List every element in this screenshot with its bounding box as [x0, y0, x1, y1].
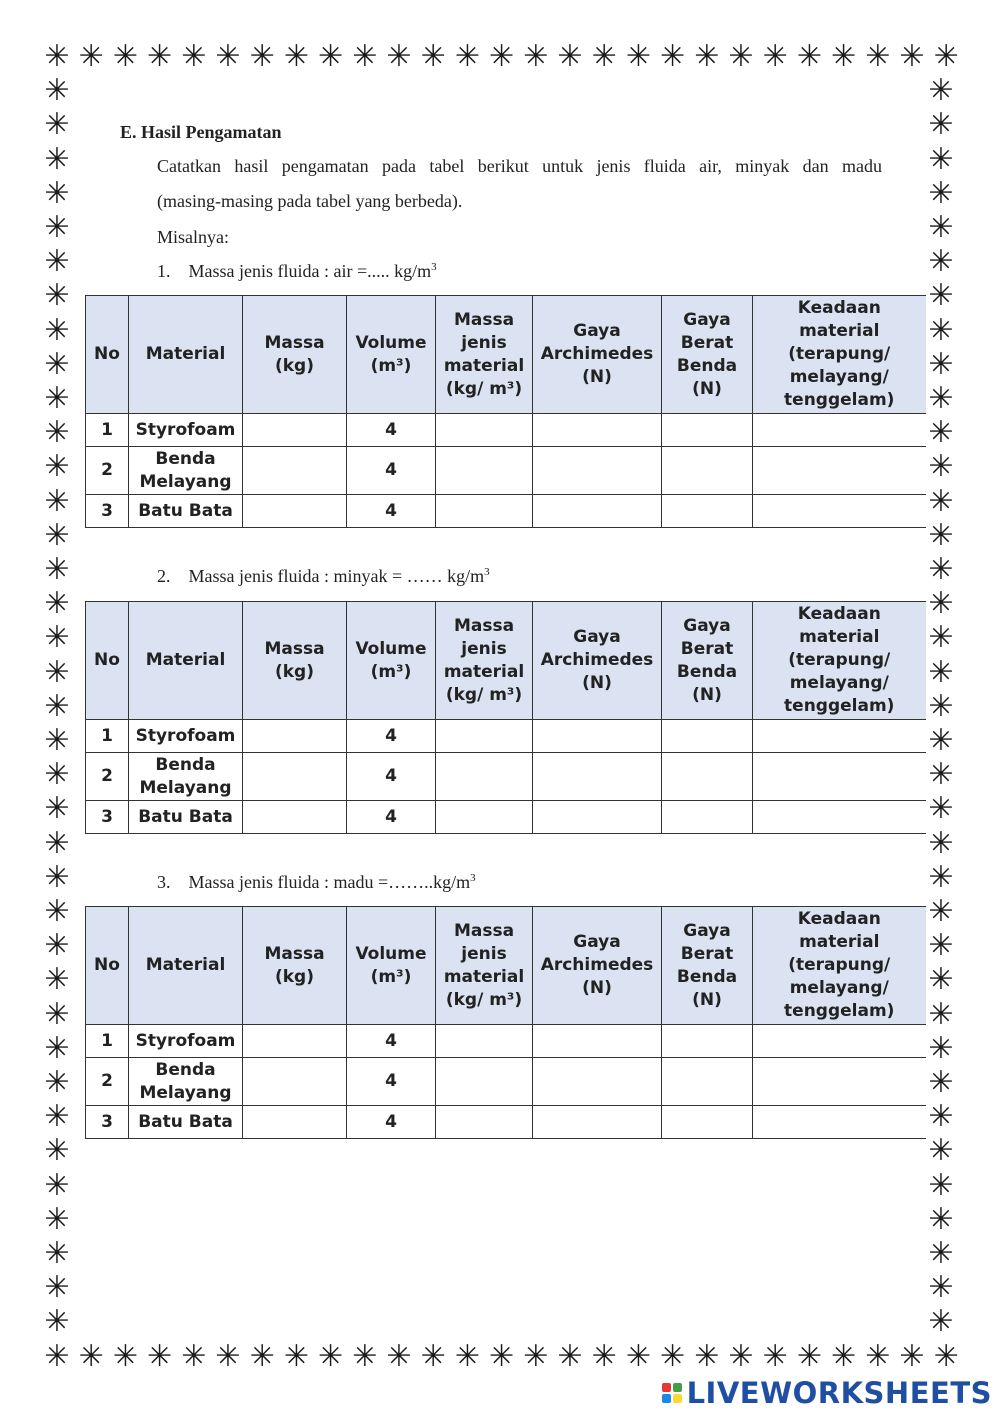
border-star-icon: ✳ — [928, 1304, 954, 1340]
cell-volume: 4 — [347, 1058, 436, 1106]
border-star-icon: ✳ — [928, 107, 954, 143]
border-star-icon: ✳ — [44, 996, 70, 1032]
border-star-icon: ✳ — [928, 175, 954, 211]
header-no: No — [86, 602, 129, 720]
border-star-icon: ✳ — [796, 39, 822, 74]
caption-text: Massa jenis fluida : minyak = …… kg/m — [188, 566, 485, 586]
header-keadaan: Keadaan material (terapung/ melayang/ tenggelam) — [753, 296, 926, 414]
border-star-icon: ✳ — [44, 928, 70, 964]
border-star-icon: ✳ — [78, 39, 104, 74]
cell-volume: 4 — [347, 447, 436, 495]
border-star-icon: ✳ — [928, 141, 954, 177]
border-star-icon: ✳ — [44, 1270, 70, 1306]
border-star-icon: ✳ — [557, 39, 583, 74]
cell-no: 2 — [86, 447, 129, 495]
border-star-icon: ✳ — [44, 278, 70, 314]
border-star-icon: ✳ — [928, 825, 954, 861]
cell-gaya-berat-input[interactable] — [662, 495, 753, 528]
cell-no: 2 — [86, 753, 129, 801]
cell-massa-jenis-input[interactable] — [436, 1025, 533, 1058]
border-star-icon: ✳ — [44, 483, 70, 519]
cell-massa-input[interactable] — [243, 1106, 347, 1139]
cell-gaya-archimedes-input[interactable] — [533, 1106, 662, 1139]
brand-text: LIVEWORKSHEETS — [686, 1376, 992, 1410]
border-star-icon: ✳ — [928, 73, 954, 109]
header-massa: Massa (kg) — [243, 602, 347, 720]
header-massa: Massa (kg) — [243, 907, 347, 1025]
cell-keadaan-input[interactable] — [753, 801, 926, 834]
border-star-icon: ✳ — [865, 1339, 891, 1374]
border-star-icon: ✳ — [44, 859, 70, 895]
cell-material: Benda Melayang — [129, 447, 243, 495]
cell-massa-jenis-input[interactable] — [436, 720, 533, 753]
border-star-icon: ✳ — [44, 586, 70, 622]
cell-gaya-berat-input[interactable] — [662, 801, 753, 834]
cell-volume: 4 — [347, 414, 436, 447]
border-star-icon: ✳ — [181, 1339, 207, 1374]
cell-material: Styrofoam — [129, 414, 243, 447]
border-star-icon: ✳ — [694, 39, 720, 74]
border-star-icon: ✳ — [928, 278, 954, 314]
table-row — [86, 414, 926, 447]
cell-gaya-archimedes-input[interactable] — [533, 1025, 662, 1058]
border-star-icon: ✳ — [44, 962, 70, 998]
cell-massa-input[interactable] — [243, 447, 347, 495]
border-star-icon: ✳ — [78, 1339, 104, 1374]
border-star-icon: ✳ — [44, 107, 70, 143]
border-star-icon: ✳ — [694, 1339, 720, 1374]
liveworksheets-brand[interactable] — [661, 1377, 992, 1409]
caption-text: Massa jenis fluida : madu =……..kg/m — [188, 872, 471, 892]
border-star-icon: ✳ — [283, 39, 309, 74]
border-star-icon: ✳ — [147, 39, 173, 74]
border-star-icon: ✳ — [933, 1339, 959, 1374]
border-star-icon: ✳ — [112, 1339, 138, 1374]
border-star-icon: ✳ — [762, 1339, 788, 1374]
border-star-icon: ✳ — [928, 415, 954, 451]
border-star-icon: ✳ — [928, 1167, 954, 1203]
table-row — [86, 801, 926, 834]
border-star-icon: ✳ — [831, 1339, 857, 1374]
border-star-icon: ✳ — [352, 1339, 378, 1374]
caption-superscript: 3 — [484, 566, 490, 578]
logo-square — [662, 1383, 671, 1392]
cell-no: 1 — [86, 1025, 129, 1058]
border-star-icon: ✳ — [44, 449, 70, 485]
border-star-icon: ✳ — [420, 1339, 446, 1374]
cell-gaya-berat-input[interactable] — [662, 414, 753, 447]
border-star-icon: ✳ — [44, 210, 70, 245]
border-star-icon: ✳ — [44, 346, 70, 382]
border-star-icon: ✳ — [44, 620, 70, 656]
cell-gaya-archimedes-input[interactable] — [533, 1058, 662, 1106]
table-row — [86, 495, 926, 528]
border-star-icon: ✳ — [928, 1201, 954, 1237]
border-star-icon: ✳ — [928, 483, 954, 519]
cell-material: Benda Melayang — [129, 753, 243, 801]
cell-gaya-archimedes-input[interactable] — [533, 414, 662, 447]
section-heading: E. Hasil Pengamatan — [120, 122, 282, 142]
caption-number: 2. — [157, 566, 171, 586]
border-star-icon: ✳ — [283, 1339, 309, 1374]
cell-massa-input[interactable] — [243, 1025, 347, 1058]
cell-massa-jenis-input[interactable] — [436, 495, 533, 528]
border-star-icon: ✳ — [625, 1339, 651, 1374]
example-label: Misalnya: — [157, 227, 229, 247]
cell-keadaan-input[interactable] — [753, 1106, 926, 1139]
border-star-icon: ✳ — [928, 723, 954, 758]
border-star-icon: ✳ — [44, 415, 70, 451]
border-star-icon: ✳ — [591, 39, 617, 74]
border-star-icon: ✳ — [557, 1339, 583, 1374]
border-star-icon: ✳ — [44, 654, 70, 690]
header-keadaan: Keadaan material (terapung/ melayang/ tenggelam) — [753, 907, 926, 1025]
border-star-icon: ✳ — [865, 39, 891, 74]
observation-table-air — [85, 295, 926, 528]
liveworksheets-logo-icon — [661, 1382, 683, 1404]
border-star-icon: ✳ — [728, 39, 754, 74]
border-star-icon: ✳ — [928, 552, 954, 587]
header-gaya-berat: Gaya Berat Benda (N) — [662, 602, 753, 720]
header-gaya-archimedes: Gaya Archimedes (N) — [533, 602, 662, 720]
border-star-icon: ✳ — [44, 312, 70, 348]
border-star-icon: ✳ — [928, 346, 954, 382]
border-star-icon: ✳ — [831, 39, 857, 74]
header-gaya-archimedes: Gaya Archimedes (N) — [533, 907, 662, 1025]
border-star-icon: ✳ — [420, 39, 446, 74]
cell-volume: 4 — [347, 1025, 436, 1058]
caption-superscript: 3 — [470, 872, 476, 884]
border-star-icon: ✳ — [928, 962, 954, 998]
border-star-icon: ✳ — [454, 39, 480, 74]
cell-no: 3 — [86, 801, 129, 834]
cell-keadaan-input[interactable] — [753, 753, 926, 801]
border-star-icon: ✳ — [928, 1236, 954, 1271]
cell-keadaan-input[interactable] — [753, 414, 926, 447]
border-star-icon: ✳ — [44, 552, 70, 587]
border-star-icon: ✳ — [44, 1339, 70, 1374]
border-star-icon: ✳ — [215, 1339, 241, 1374]
header-massa: Massa (kg) — [243, 296, 347, 414]
border-star-icon: ✳ — [625, 39, 651, 74]
border-star-icon: ✳ — [44, 1133, 70, 1169]
border-star-icon: ✳ — [489, 39, 515, 74]
logo-square — [662, 1394, 671, 1403]
border-star-icon: ✳ — [928, 381, 954, 416]
cell-gaya-berat-input[interactable] — [662, 1025, 753, 1058]
header-volume: Volume (m³) — [347, 907, 436, 1025]
cell-gaya-archimedes-input[interactable] — [533, 447, 662, 495]
table-row — [86, 720, 926, 753]
border-star-icon: ✳ — [899, 39, 925, 74]
border-star-icon: ✳ — [44, 688, 70, 724]
border-star-icon: ✳ — [44, 1236, 70, 1271]
header-material: Material — [129, 296, 243, 414]
border-star-icon: ✳ — [44, 825, 70, 861]
cell-gaya-archimedes-input[interactable] — [533, 495, 662, 528]
border-star-icon: ✳ — [181, 39, 207, 74]
table-row — [86, 1106, 926, 1139]
border-star-icon: ✳ — [928, 210, 954, 245]
cell-volume: 4 — [347, 753, 436, 801]
cell-massa-jenis-input[interactable] — [436, 1058, 533, 1106]
border-star-icon: ✳ — [44, 1030, 70, 1066]
header-massa-jenis: Massa jenis material (kg/ m³) — [436, 296, 533, 414]
cell-massa-input[interactable] — [243, 1058, 347, 1106]
header-no: No — [86, 296, 129, 414]
table-caption — [157, 872, 476, 893]
cell-keadaan-input[interactable] — [753, 1025, 926, 1058]
cell-material: Batu Bata — [129, 1106, 243, 1139]
border-star-icon: ✳ — [728, 1339, 754, 1374]
cell-massa-jenis-input[interactable] — [436, 414, 533, 447]
header-massa-jenis: Massa jenis material (kg/ m³) — [436, 602, 533, 720]
border-star-icon: ✳ — [928, 654, 954, 690]
cell-keadaan-input[interactable] — [753, 1058, 926, 1106]
border-star-icon: ✳ — [928, 312, 954, 348]
cell-material: Batu Bata — [129, 495, 243, 528]
border-star-icon: ✳ — [44, 39, 70, 74]
cell-volume: 4 — [347, 801, 436, 834]
border-star-icon: ✳ — [44, 244, 70, 280]
cell-keadaan-input[interactable] — [753, 495, 926, 528]
border-star-icon: ✳ — [928, 1133, 954, 1169]
cell-gaya-archimedes-input[interactable] — [533, 801, 662, 834]
border-star-icon: ✳ — [928, 586, 954, 622]
header-keadaan: Keadaan material (terapung/ melayang/ tenggelam) — [753, 602, 926, 720]
border-star-icon: ✳ — [352, 39, 378, 74]
observation-table-madu — [85, 906, 926, 1139]
caption-text: Massa jenis fluida : air =..... kg/m — [188, 261, 432, 281]
cell-gaya-berat-input[interactable] — [662, 1058, 753, 1106]
border-star-icon: ✳ — [928, 1270, 954, 1306]
intro-line-2: (masing-masing pada tabel yang berbeda). — [157, 191, 463, 211]
header-massa-jenis: Massa jenis material (kg/ m³) — [436, 907, 533, 1025]
border-star-icon: ✳ — [523, 39, 549, 74]
border-star-icon: ✳ — [928, 791, 954, 827]
border-star-icon: ✳ — [928, 894, 954, 929]
border-star-icon: ✳ — [249, 1339, 275, 1374]
cell-material: Batu Bata — [129, 801, 243, 834]
cell-no: 2 — [86, 1058, 129, 1106]
cell-gaya-berat-input[interactable] — [662, 447, 753, 495]
border-star-icon: ✳ — [933, 39, 959, 74]
cell-keadaan-input[interactable] — [753, 720, 926, 753]
border-star-icon: ✳ — [44, 73, 70, 109]
header-gaya-berat: Gaya Berat Benda (N) — [662, 296, 753, 414]
header-volume: Volume (m³) — [347, 602, 436, 720]
border-star-icon: ✳ — [44, 791, 70, 827]
cell-volume: 4 — [347, 720, 436, 753]
cell-no: 3 — [86, 1106, 129, 1139]
cell-no: 1 — [86, 720, 129, 753]
border-star-icon: ✳ — [928, 996, 954, 1032]
header-volume: Volume (m³) — [347, 296, 436, 414]
cell-volume: 4 — [347, 1106, 436, 1139]
cell-massa-jenis-input[interactable] — [436, 801, 533, 834]
border-star-icon: ✳ — [454, 1339, 480, 1374]
border-star-icon: ✳ — [44, 1065, 70, 1100]
border-star-icon: ✳ — [928, 449, 954, 485]
border-star-icon: ✳ — [44, 1304, 70, 1340]
border-star-icon: ✳ — [44, 141, 70, 177]
border-star-icon: ✳ — [44, 517, 70, 553]
cell-massa-input[interactable] — [243, 414, 347, 447]
border-star-icon: ✳ — [928, 859, 954, 895]
cell-no: 1 — [86, 414, 129, 447]
cell-material: Styrofoam — [129, 720, 243, 753]
cell-massa-jenis-input[interactable] — [436, 447, 533, 495]
cell-material: Styrofoam — [129, 1025, 243, 1058]
border-star-icon: ✳ — [249, 39, 275, 74]
border-star-icon: ✳ — [899, 1339, 925, 1374]
border-star-icon: ✳ — [318, 39, 344, 74]
border-star-icon: ✳ — [928, 244, 954, 280]
cell-no: 3 — [86, 495, 129, 528]
table-row — [86, 1025, 926, 1058]
caption-superscript: 3 — [431, 261, 437, 273]
border-star-icon: ✳ — [660, 1339, 686, 1374]
border-star-icon: ✳ — [928, 1099, 954, 1135]
border-star-icon: ✳ — [386, 1339, 412, 1374]
cell-material: Benda Melayang — [129, 1058, 243, 1106]
caption-number: 1. — [157, 261, 171, 281]
border-star-icon: ✳ — [44, 381, 70, 416]
header-gaya-archimedes: Gaya Archimedes (N) — [533, 296, 662, 414]
header-gaya-berat: Gaya Berat Benda (N) — [662, 907, 753, 1025]
border-star-icon: ✳ — [44, 1099, 70, 1135]
cell-massa-jenis-input[interactable] — [436, 1106, 533, 1139]
border-star-icon: ✳ — [660, 39, 686, 74]
caption-number: 3. — [157, 872, 171, 892]
cell-massa-input[interactable] — [243, 801, 347, 834]
border-star-icon: ✳ — [44, 894, 70, 929]
cell-gaya-archimedes-input[interactable] — [533, 720, 662, 753]
border-star-icon: ✳ — [44, 1201, 70, 1237]
border-star-icon: ✳ — [928, 1030, 954, 1066]
border-star-icon: ✳ — [928, 688, 954, 724]
cell-volume: 4 — [347, 495, 436, 528]
header-material: Material — [129, 602, 243, 720]
cell-massa-jenis-input[interactable] — [436, 753, 533, 801]
cell-massa-input[interactable] — [243, 495, 347, 528]
cell-keadaan-input[interactable] — [753, 447, 926, 495]
border-star-icon: ✳ — [928, 1065, 954, 1100]
border-star-icon: ✳ — [928, 517, 954, 553]
table-row — [86, 753, 926, 801]
header-no: No — [86, 907, 129, 1025]
intro-line-1: Catatkan hasil pengamatan pada tabel berikut untuk jenis fluida air, minyak dan madu — [157, 156, 882, 176]
border-star-icon: ✳ — [318, 1339, 344, 1374]
border-star-icon: ✳ — [762, 39, 788, 74]
logo-square — [673, 1383, 682, 1392]
border-star-icon: ✳ — [215, 39, 241, 74]
border-star-icon: ✳ — [112, 39, 138, 74]
logo-square — [673, 1394, 682, 1403]
cell-massa-input[interactable] — [243, 720, 347, 753]
border-star-icon: ✳ — [386, 39, 412, 74]
border-star-icon: ✳ — [796, 1339, 822, 1374]
header-material: Material — [129, 907, 243, 1025]
cell-gaya-berat-input[interactable] — [662, 720, 753, 753]
table-row — [86, 447, 926, 495]
table-caption — [157, 261, 437, 282]
border-star-icon: ✳ — [489, 1339, 515, 1374]
border-star-icon: ✳ — [928, 757, 954, 793]
border-star-icon: ✳ — [928, 928, 954, 964]
cell-massa-input[interactable] — [243, 753, 347, 801]
border-star-icon: ✳ — [928, 620, 954, 656]
cell-gaya-berat-input[interactable] — [662, 753, 753, 801]
border-star-icon: ✳ — [44, 1167, 70, 1203]
border-star-icon: ✳ — [523, 1339, 549, 1374]
border-star-icon: ✳ — [44, 175, 70, 211]
border-star-icon: ✳ — [44, 757, 70, 793]
table-caption — [157, 566, 490, 587]
border-star-icon: ✳ — [44, 723, 70, 758]
border-star-icon: ✳ — [591, 1339, 617, 1374]
cell-gaya-berat-input[interactable] — [662, 1106, 753, 1139]
observation-table-minyak — [85, 601, 926, 834]
cell-gaya-archimedes-input[interactable] — [533, 753, 662, 801]
table-row — [86, 1058, 926, 1106]
border-star-icon: ✳ — [147, 1339, 173, 1374]
